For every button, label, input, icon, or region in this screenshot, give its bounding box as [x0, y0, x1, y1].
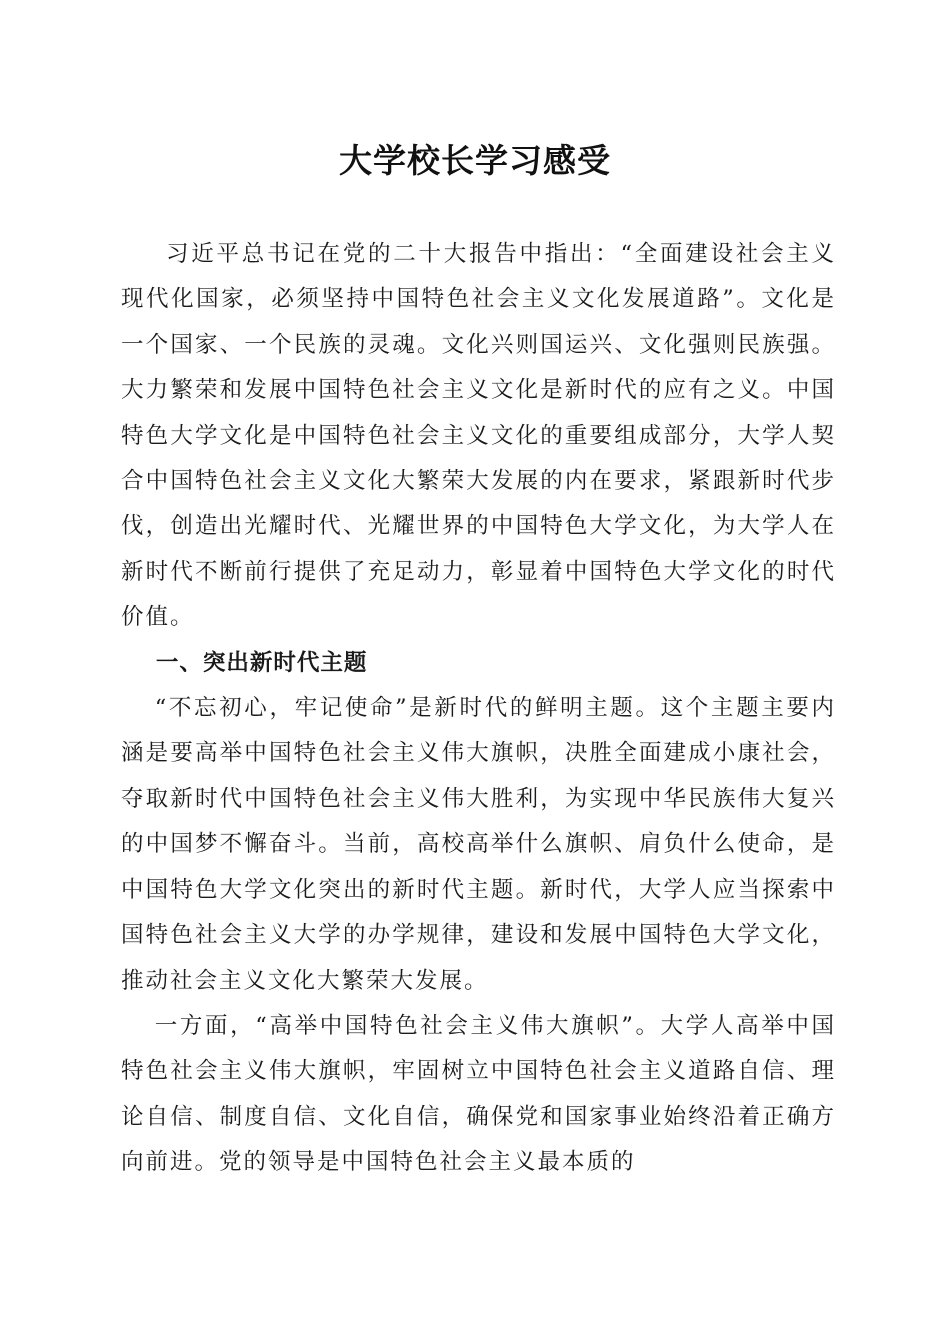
- section-paragraph-theme: “不忘初心，牢记使命”是新时代的鲜明主题。这个主题主要内涵是要高举中国特色社会主义伟大旗帜，决胜全面建成小康社会，夺取新时代中国特色社会主义伟大胜利，为实现中华民族伟大复兴的中国梦不懈奋斗。当前，高校高举什么旗帜、肩负什么使命，是中国特色大学文化突出的新时代主题。新时代，大学人应当探索中国特色社会主义大学的办学规律，建设和发展中国特色大学文化，推动社会主义文化大繁荣大发展。: [121, 695, 836, 994]
- section-heading: 一、突出新时代主题: [155, 649, 368, 676]
- document-body: [121, 232, 836, 1186]
- document-title: 大学校长学习感受: [339, 141, 611, 180]
- section-paragraph-banner: 一方面，“高举中国特色社会主义伟大旗帜”。大学人高举中国特色社会主义伟大旗帜，牢固树立中国特色社会主义道路自信、理论自信、制度自信、文化自信，确保党和国家事业始终沿着正确方向前进。党的领导是中国特色社会主义最本质的: [121, 1012, 836, 1176]
- intro-paragraph: 习近平总书记在党的二十大报告中指出：“全面建设社会主义现代化国家，必须坚持中国特色社会主义文化发展道路”。文化是一个国家、一个民族的灵魂。文化兴则国运兴、文化强则民族强。大力繁荣和发展中国特色社会主义文化是新时代的应有之义。中国特色大学文化是中国特色社会主义文化的重要组成部分，大学人契合中国特色社会主义文化大繁荣大发展的内在要求，紧跟新时代步伐，创造出光耀时代、光耀世界的中国特色大学文化，为大学人在新时代不断前行提供了充足动力，彰显着中国特色大学文化的时代价值。: [121, 241, 836, 631]
